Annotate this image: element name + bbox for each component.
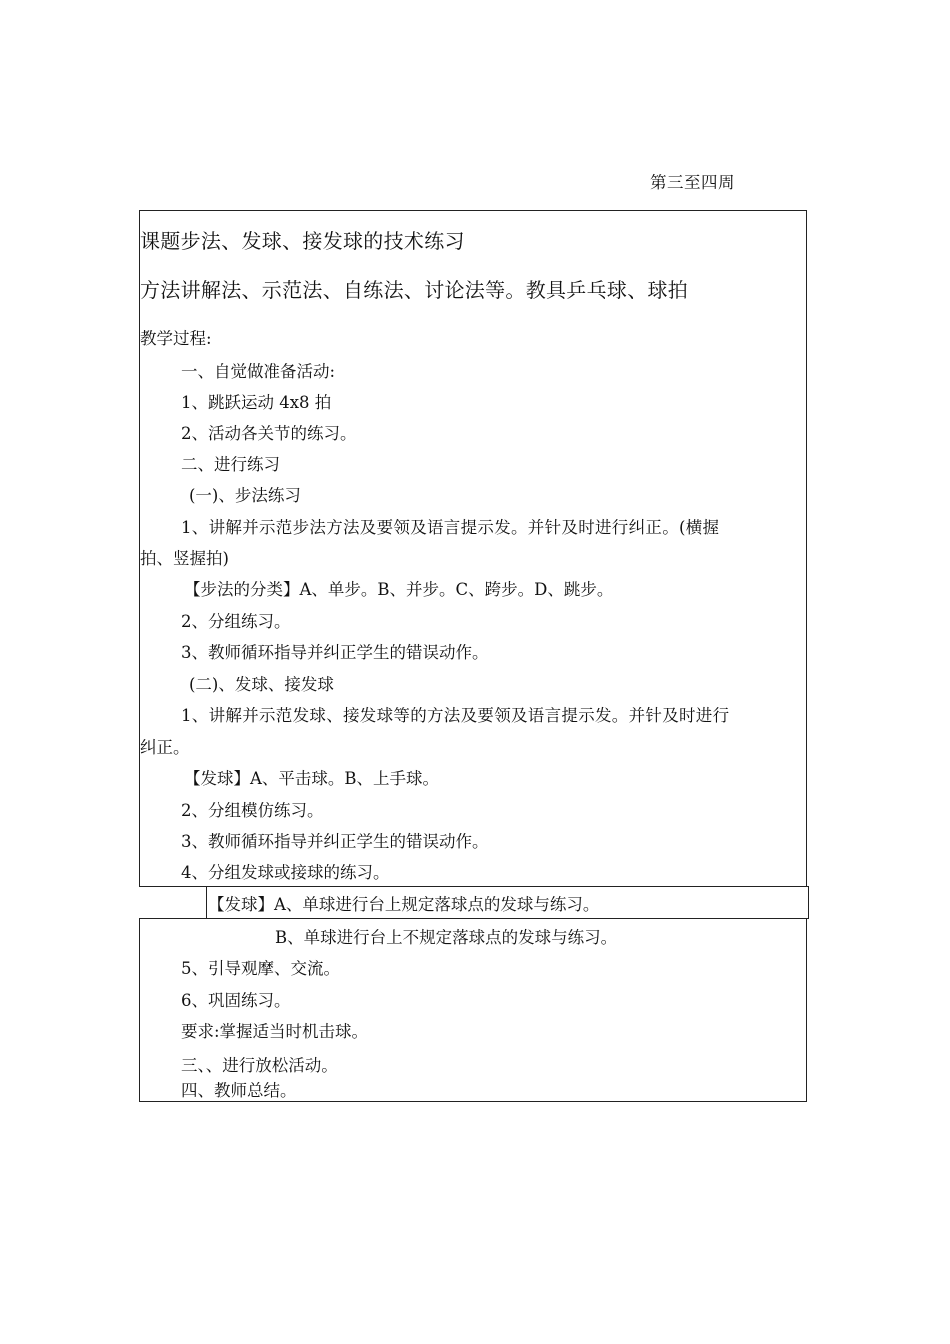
box2-requirement: 要求:掌握适当时机击球。	[181, 1022, 369, 1041]
methods-line: 方法讲解法、示范法、自练法、讨论法等。教具乒乓球、球拍	[140, 278, 689, 302]
sub2-title: (二)、发球、接发球	[189, 675, 334, 694]
section4-title: 四、教师总结。	[181, 1081, 297, 1100]
sub1-item2: 2、分组练习。	[181, 612, 291, 631]
topic-line: 课题步法、发球、接发球的技术练习	[140, 229, 465, 253]
sub1-item1-line2: 拍、竖握拍)	[140, 549, 229, 568]
sub2-item4: 4、分组发球或接球的练习。	[181, 863, 390, 882]
box2-item5: 5、引导观摩、交流。	[181, 959, 340, 978]
section2-title: 二、进行练习	[181, 455, 280, 474]
process-title: 教学过程:	[140, 329, 212, 348]
s1-item1: 1、跳跃运动 4x8 拍	[181, 393, 332, 412]
sub1-item1-line1: 1、讲解并示范步法方法及要领及语言提示发。并针及时进行纠正。(横握	[181, 518, 720, 537]
strip-text: 【发球】A、单球进行台上规定落球点的发球与练习。	[208, 895, 600, 914]
s1-item2: 2、活动各关节的练习。	[181, 424, 357, 443]
sub2-item1-line1: 1、讲解并示范发球、接发球等的方法及要领及语言提示发。并针及时进行	[181, 706, 730, 725]
section1-title: 一、自觉做准备活动:	[181, 362, 336, 381]
box2-b-line: B、单球进行台上不规定落球点的发球与练习。	[275, 928, 618, 947]
sub1-title: (一)、步法练习	[189, 486, 301, 505]
sub2-item2: 2、分组模仿练习。	[181, 801, 324, 820]
sub2-item1-line2: 纠正。	[140, 738, 190, 757]
sub2-serve: 【发球】A、平击球。B、上手球。	[184, 769, 440, 788]
box2-item6: 6、巩固练习。	[181, 991, 291, 1010]
week-label: 第三至四周	[650, 173, 735, 192]
sub1-item3: 3、教师循环指导并纠正学生的错误动作。	[181, 643, 489, 662]
section3-title: 三、、进行放松活动。	[181, 1056, 338, 1075]
sub2-item3: 3、教师循环指导并纠正学生的错误动作。	[181, 832, 489, 851]
sub1-classify: 【步法的分类】A、单步。B、并步。C、跨步。D、跳步。	[184, 580, 614, 599]
